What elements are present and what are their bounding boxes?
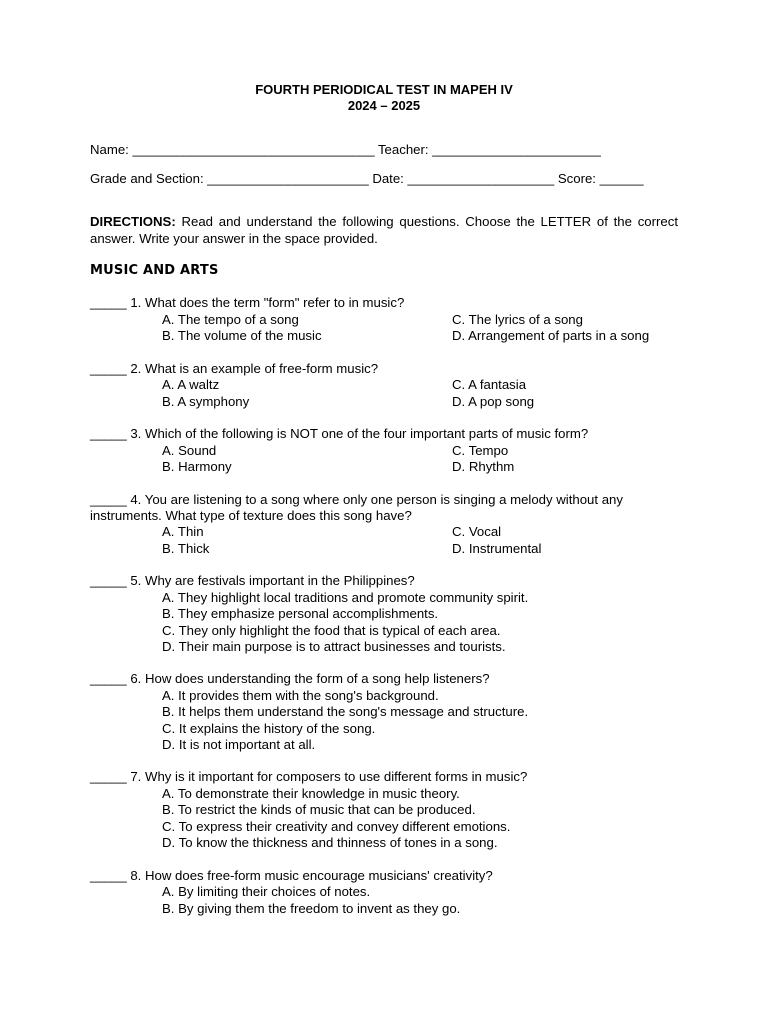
option: C. They only highlight the food that is typical of each area. [162, 623, 501, 638]
question-stem: _____ 8. How does free-form music encourage musicians' creativity? [90, 868, 493, 883]
option: C. Tempo [452, 443, 509, 458]
question-stem: _____ 2. What is an example of free-form music? [90, 361, 379, 376]
option: D. To know the thickness and thinness of tones in a song. [162, 835, 498, 850]
option: A. By limiting their choices of notes. [162, 884, 371, 899]
school-year: 2024 – 2025 [347, 98, 421, 113]
question-stem: _____ 1. What does the term "form" refer to in music? [90, 295, 405, 310]
question-stem: _____ 5. Why are festivals important in the Philippines? [90, 573, 415, 588]
option: D. Their main purpose is to attract businesses and tourists. [162, 639, 506, 654]
option: B. Harmony [162, 459, 232, 474]
option: A. The tempo of a song [162, 312, 299, 327]
option: C. Vocal [452, 524, 502, 539]
directions [90, 214, 678, 247]
option: B. It helps them understand the song's message and structure. [162, 704, 529, 719]
option: D. Rhythm [452, 459, 515, 474]
option: D. Instrumental [452, 541, 542, 556]
option: C. The lyrics of a song [452, 312, 583, 327]
option: A. To demonstrate their knowledge in music theory. [162, 786, 460, 801]
name-teacher-line: Name: _________________________________ Teacher: _______________________ [90, 142, 601, 157]
grade-date-score-line: Grade and Section: ______________________ Date: ____________________ Score: ______ [90, 171, 644, 186]
option: A. Sound [162, 443, 217, 458]
directions-label: DIRECTIONS: [90, 214, 176, 229]
section-heading: MUSIC AND ARTS [90, 263, 219, 278]
option: C. It explains the history of the song. [162, 721, 376, 736]
question-stem: _____ 4. You are listening to a song where only one person is singing a melody without any instruments. What type of texture does this song have? [90, 492, 623, 524]
option: D. A pop song [452, 394, 535, 409]
option: C. To express their creativity and convey different emotions. [162, 819, 511, 834]
question-stem: _____ 3. Which of the following is NOT one of the four important parts of music form? [90, 426, 589, 441]
option: B. To restrict the kinds of music that can be produced. [162, 802, 476, 817]
option: A. Thin [162, 524, 204, 539]
test-title: FOURTH PERIODICAL TEST IN MAPEH IV [255, 82, 513, 97]
option: A. A waltz [162, 377, 220, 392]
question-stem: _____ 7. Why is it important for composers to use different forms in music? [90, 769, 528, 784]
option: B. The volume of the music [162, 328, 322, 343]
option: B. Thick [162, 541, 210, 556]
question-stem: _____ 6. How does understanding the form of a song help listeners? [90, 671, 490, 686]
option: B. They emphasize personal accomplishments. [162, 606, 439, 621]
option: D. Arrangement of parts in a song [452, 328, 650, 343]
option: C. A fantasia [452, 377, 527, 392]
directions-text: Read and understand the following questions. Choose the LETTER of the correct answer. Write your answer in the space provided. [90, 214, 678, 246]
option: A. It provides them with the song's background. [162, 688, 439, 703]
option: B. A symphony [162, 394, 250, 409]
option: B. By giving them the freedom to invent as they go. [162, 901, 461, 916]
option: D. It is not important at all. [162, 737, 316, 752]
option: A. They highlight local traditions and promote community spirit. [162, 590, 529, 605]
